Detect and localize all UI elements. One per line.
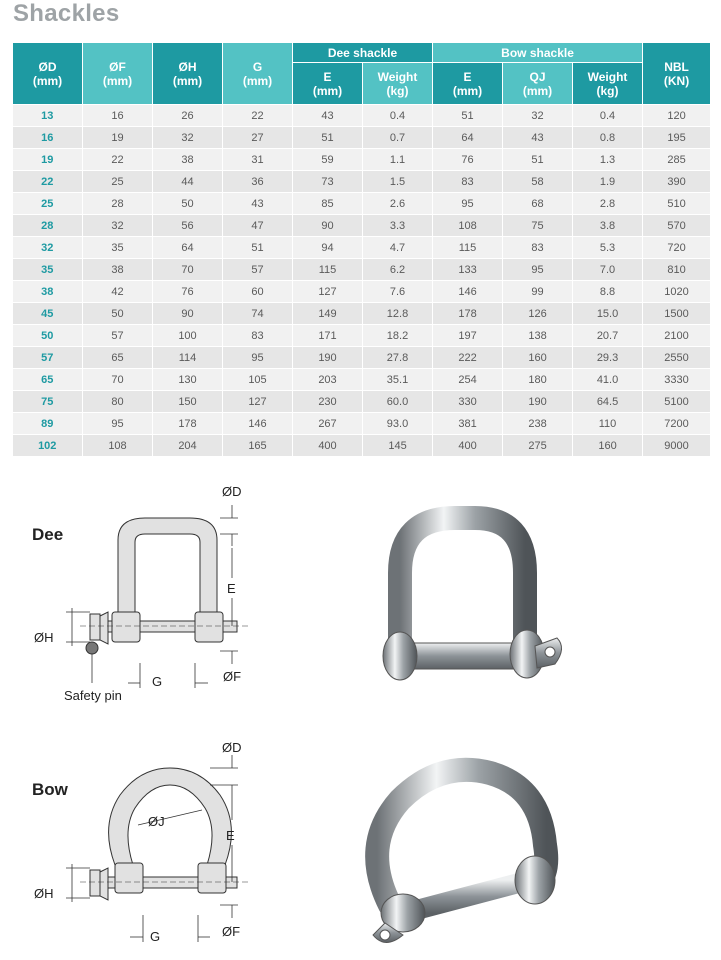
table-cell: 145 [363,435,433,457]
table-cell: 95 [503,259,573,281]
table-cell: 1500 [643,303,711,325]
table-cell: 390 [643,171,711,193]
table-row [13,435,711,457]
bow-diagram-heading: Bow [32,780,68,799]
table-cell: 57 [83,325,153,347]
col-header-bow-weight: Weight (kg) [573,63,643,105]
table-cell: 42 [83,281,153,303]
table-cell: 76 [153,281,223,303]
table-cell: 0.4 [363,105,433,127]
table-cell: 64 [433,127,503,149]
bow-label-h: ØH [34,886,54,901]
table-cell: 76 [433,149,503,171]
table-cell: 275 [503,435,573,457]
table-cell: 70 [153,259,223,281]
table-cell: 160 [573,435,643,457]
table-cell: 0.4 [573,105,643,127]
table-cell: 3.3 [363,215,433,237]
dee-label-safety-pin: Safety pin [64,688,122,703]
table-cell: 16 [13,127,83,149]
table-cell: 57 [223,259,293,281]
table-cell: 64.5 [573,391,643,413]
table-cell: 570 [643,215,711,237]
table-cell: 93.0 [363,413,433,435]
table-cell: 41.0 [573,369,643,391]
table-cell: 230 [293,391,363,413]
table-cell: 7200 [643,413,711,435]
table-cell: 197 [433,325,503,347]
table-cell: 99 [503,281,573,303]
table-row [13,325,711,347]
table-cell: 15.0 [573,303,643,325]
table-cell: 810 [643,259,711,281]
table-cell: 19 [83,127,153,149]
table-cell: 190 [293,347,363,369]
page-title: Shackles [13,0,120,27]
table-cell: 5100 [643,391,711,413]
table-cell: 2550 [643,347,711,369]
table-cell: 19 [13,149,83,171]
table-cell: 57 [13,347,83,369]
group-header-dee: Dee shackle [293,43,433,63]
table-cell: 47 [223,215,293,237]
table-cell: 31 [223,149,293,171]
table-cell: 83 [433,171,503,193]
col-header-bow-qj: QJ (mm) [503,63,573,105]
table-cell: 18.2 [363,325,433,347]
table-row [13,281,711,303]
table-cell: 43 [503,127,573,149]
table-cell: 7.6 [363,281,433,303]
table-cell: 149 [293,303,363,325]
table-cell: 105 [223,369,293,391]
table-cell: 195 [643,127,711,149]
table-cell: 32 [13,237,83,259]
table-cell: 180 [503,369,573,391]
table-cell: 36 [223,171,293,193]
table-cell: 7.0 [573,259,643,281]
table-row [13,391,711,413]
table-cell: 165 [223,435,293,457]
table-cell: 56 [153,215,223,237]
table-row [13,215,711,237]
table-cell: 51 [433,105,503,127]
table-cell: 65 [13,369,83,391]
table-cell: 267 [293,413,363,435]
table-cell: 204 [153,435,223,457]
table-cell: 35.1 [363,369,433,391]
table-cell: 171 [293,325,363,347]
table-cell: 51 [223,237,293,259]
table-cell: 1020 [643,281,711,303]
table-cell: 60.0 [363,391,433,413]
table-cell: 138 [503,325,573,347]
table-cell: 146 [433,281,503,303]
table-cell: 51 [293,127,363,149]
table-cell: 160 [503,347,573,369]
table-cell: 85 [293,193,363,215]
table-cell: 400 [293,435,363,457]
table-cell: 74 [223,303,293,325]
table-cell: 65 [83,347,153,369]
col-header-dee-e: E (mm) [293,63,363,105]
table-cell: 115 [293,259,363,281]
table-cell: 108 [433,215,503,237]
table-cell: 1.9 [573,171,643,193]
table-cell: 510 [643,193,711,215]
col-header-dee-weight: Weight (kg) [363,63,433,105]
dee-shackle-photo [345,478,595,723]
table-cell: 38 [13,281,83,303]
table-cell: 0.7 [363,127,433,149]
col-header-bow-e: E (mm) [433,63,503,105]
table-cell: 133 [433,259,503,281]
table-cell: 720 [643,237,711,259]
table-cell: 150 [153,391,223,413]
table-cell: 22 [83,149,153,171]
table-cell: 27 [223,127,293,149]
table-row [13,105,711,127]
table-cell: 102 [13,435,83,457]
table-cell: 90 [153,303,223,325]
dee-label-e: E [227,581,236,596]
table-cell: 3.8 [573,215,643,237]
dee-shackle-diagram [20,478,280,718]
table-cell: 38 [153,149,223,171]
dee-label-d: ØD [222,484,242,499]
table-cell: 4.7 [363,237,433,259]
table-cell: 58 [503,171,573,193]
bow-shackle-photo [345,735,595,955]
table-cell: 95 [83,413,153,435]
table-cell: 0.8 [573,127,643,149]
table-cell: 35 [13,259,83,281]
table-cell: 130 [153,369,223,391]
col-header-d: ØD (mm) [13,43,83,105]
table-row [13,171,711,193]
table-cell: 83 [223,325,293,347]
table-cell: 75 [503,215,573,237]
table-cell: 381 [433,413,503,435]
table-cell: 70 [83,369,153,391]
table-cell: 5.3 [573,237,643,259]
table-cell: 27.8 [363,347,433,369]
table-cell: 222 [433,347,503,369]
table-cell: 28 [13,215,83,237]
table-cell: 110 [573,413,643,435]
table-cell: 95 [433,193,503,215]
table-cell: 44 [153,171,223,193]
table-cell: 32 [153,127,223,149]
table-cell: 83 [503,237,573,259]
table-cell: 50 [153,193,223,215]
bow-label-e: E [226,828,235,843]
table-cell: 94 [293,237,363,259]
shackle-spec-table [12,42,711,457]
table-cell: 1.1 [363,149,433,171]
group-header-bow: Bow shackle [433,43,643,63]
col-header-f: ØF (mm) [83,43,153,105]
table-cell: 95 [223,347,293,369]
table-row [13,237,711,259]
dee-label-h: ØH [34,630,54,645]
table-cell: 28 [83,193,153,215]
table-cell: 32 [83,215,153,237]
col-header-g: G (mm) [223,43,293,105]
dee-label-f: ØF [223,669,242,684]
table-cell: 73 [293,171,363,193]
table-cell: 50 [13,325,83,347]
table-row [13,369,711,391]
table-cell: 43 [293,105,363,127]
table-cell: 108 [83,435,153,457]
table-row [13,149,711,171]
table-row [13,347,711,369]
table-cell: 127 [223,391,293,413]
table-cell: 43 [223,193,293,215]
table-cell: 75 [13,391,83,413]
table-row [13,193,711,215]
table-cell: 38 [83,259,153,281]
table-cell: 1.3 [573,149,643,171]
table-cell: 68 [503,193,573,215]
table-cell: 60 [223,281,293,303]
dee-label-g: G [152,674,163,689]
table-cell: 8.8 [573,281,643,303]
table-cell: 146 [223,413,293,435]
table-cell: 3330 [643,369,711,391]
bow-shackle-diagram [20,730,280,955]
table-cell: 22 [223,105,293,127]
table-cell: 20.7 [573,325,643,347]
table-cell: 100 [153,325,223,347]
table-cell: 178 [433,303,503,325]
table-cell: 330 [433,391,503,413]
table-cell: 120 [643,105,711,127]
table-cell: 178 [153,413,223,435]
table-cell: 254 [433,369,503,391]
table-cell: 400 [433,435,503,457]
table-cell: 13 [13,105,83,127]
table-cell: 50 [83,303,153,325]
table-cell: 29.3 [573,347,643,369]
table-cell: 127 [293,281,363,303]
dee-diagram-heading: Dee [32,525,64,544]
bow-label-d: ØD [222,740,242,755]
table-cell: 203 [293,369,363,391]
table-cell: 59 [293,149,363,171]
table-cell: 285 [643,149,711,171]
table-row [13,413,711,435]
table-cell: 64 [153,237,223,259]
table-cell: 12.8 [363,303,433,325]
table-cell: 26 [153,105,223,127]
table-cell: 9000 [643,435,711,457]
table-cell: 51 [503,149,573,171]
bow-label-g: G [150,929,161,944]
table-cell: 238 [503,413,573,435]
table-row [13,259,711,281]
table-cell: 25 [13,193,83,215]
table-row [13,127,711,149]
table-cell: 89 [13,413,83,435]
table-cell: 35 [83,237,153,259]
table-cell: 2100 [643,325,711,347]
table-cell: 126 [503,303,573,325]
table-cell: 115 [433,237,503,259]
table-cell: 25 [83,171,153,193]
bow-label-f: ØF [222,924,241,939]
table-cell: 22 [13,171,83,193]
table-cell: 190 [503,391,573,413]
table-body [13,105,711,457]
table-cell: 114 [153,347,223,369]
table-cell: 2.6 [363,193,433,215]
table-cell: 16 [83,105,153,127]
table-cell: 2.8 [573,193,643,215]
col-header-nbl: NBL (KN) [643,43,711,105]
table-cell: 80 [83,391,153,413]
table-cell: 1.5 [363,171,433,193]
col-header-h: ØH (mm) [153,43,223,105]
bow-label-j: ØJ [148,814,165,829]
table-cell: 90 [293,215,363,237]
table-cell: 32 [503,105,573,127]
table-cell: 45 [13,303,83,325]
table-row [13,303,711,325]
table-cell: 6.2 [363,259,433,281]
